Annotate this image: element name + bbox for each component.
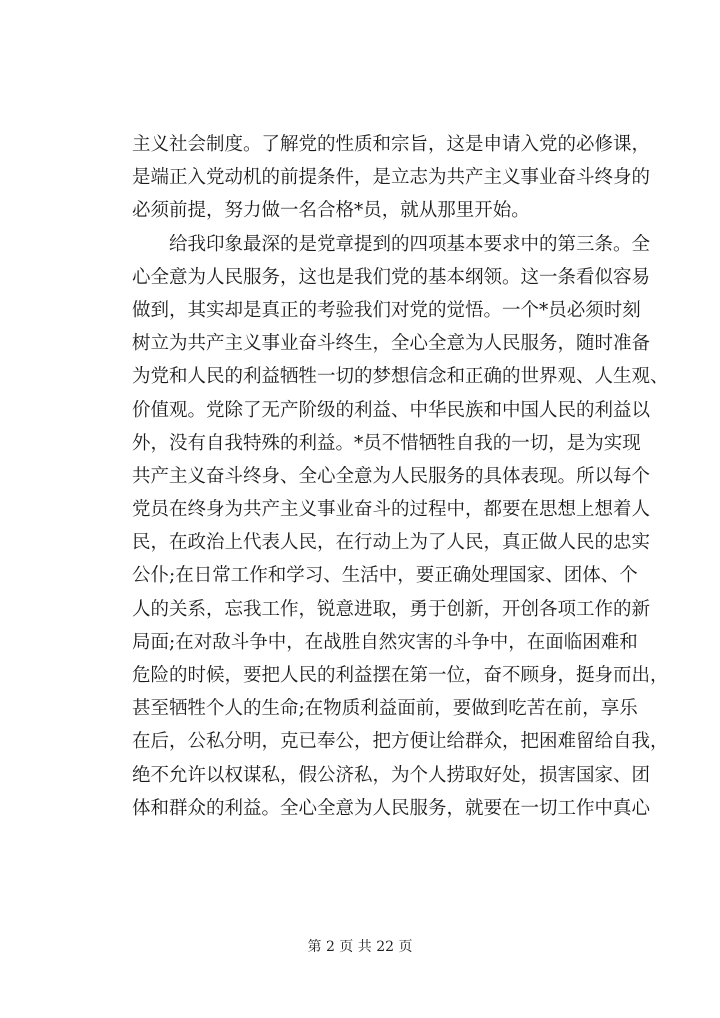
text-line: 做到，其实却是真正的考验我们对党的觉悟。一个*员必须时刻 [132, 299, 641, 321]
text-line: 外，没有自我特殊的利益。*员不惜牺牲自我的一切，是为实现 [132, 432, 641, 454]
text-line: 民，在政治上代表人民，在行动上为了人民，真正做人民的忠实 [132, 532, 651, 554]
text-line: 心全意为人民服务，这也是我们党的基本纲领。这一条看似容易 [132, 266, 651, 288]
text-line: 必须前提，努力做一名合格*员，就从那里开始。 [132, 200, 530, 222]
text-line: 人的关系，忘我工作，锐意进取，勇于创新，开创各项工作的新 [132, 598, 651, 620]
text-line: 是端正入党动机的前提条件，是立志为共产主义事业奋斗终身的 [132, 167, 651, 189]
text-line: 价值观。党除了无产阶级的利益、中华民族和中国人民的利益以 [132, 399, 651, 421]
text-line: 危险的时候，要把人民的利益摆在第一位，奋不顾身，挺身而出， [132, 665, 669, 686]
text-line: 为党和人民的利益牺牲一切的梦想信念和正确的世界观、人生观、 [132, 366, 669, 388]
page-number-footer: 第 2 页 共 22 页 [307, 939, 413, 955]
text-line: 公仆;在日常工作和学习、生活中，要正确处理国家、团体、个 [132, 565, 638, 587]
text-line: 树立为共产主义事业奋斗终生，全心全意为人民服务，随时准备 [132, 333, 651, 355]
text-line: 共产主义奋斗终身、全心全意为人民服务的具体表现。所以每个 [132, 465, 651, 487]
text-line: 局面;在对敌斗争中，在战胜自然灾害的斗争中，在面临困难和 [132, 631, 638, 653]
text-line: 甚至牺牲个人的生命;在物质利益面前，要做到吃苦在前，享乐 [132, 698, 638, 720]
text-line: 在后，公私分明，克已奉公，把方便让给群众，把困难留给自我， [132, 731, 669, 753]
text-line: 主义社会制度。了解党的性质和宗旨，这是申请入党的必修课， [132, 134, 651, 155]
document-body [132, 128, 669, 825]
text-line: 绝不允许以权谋私，假公济私，为个人捞取好处，损害国家、团 [132, 764, 651, 786]
text-line: 给我印象最深的是党章提到的四项基本要求中的第三条。全 [132, 233, 651, 255]
text-line: 党员在终身为共产主义事业奋斗的过程中，都要在思想上想着人 [132, 499, 651, 521]
text-line: 体和群众的利益。全心全意为人民服务，就要在一切工作中真心 [132, 797, 651, 819]
